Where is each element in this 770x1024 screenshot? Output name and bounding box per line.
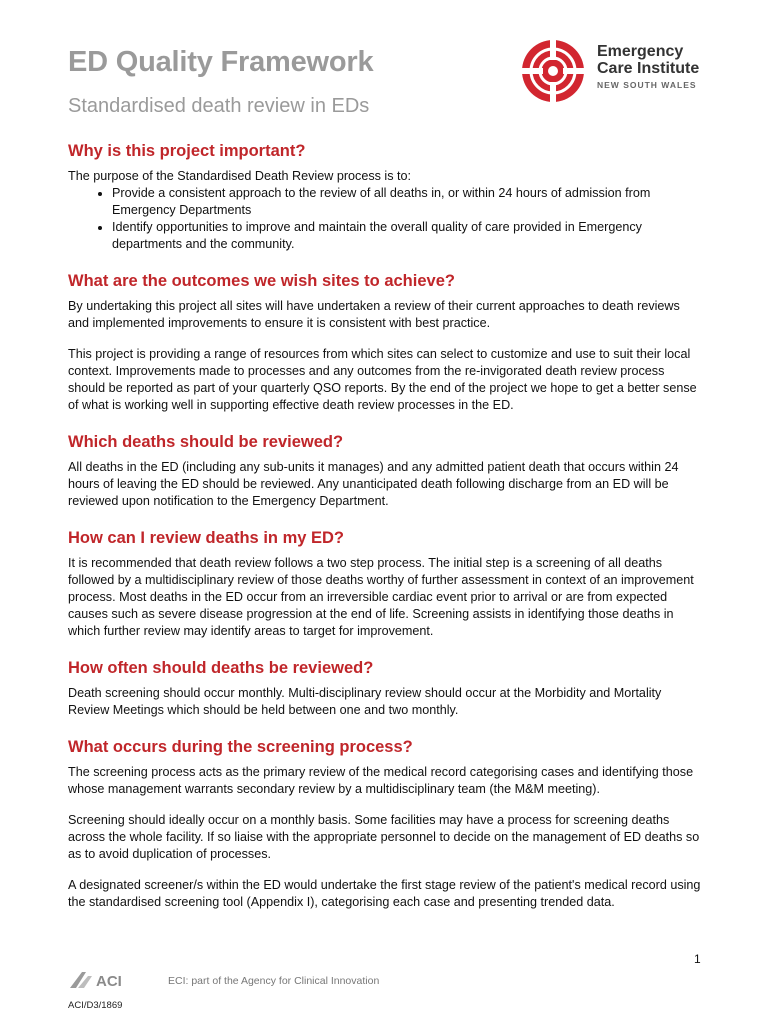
page-number: 1 <box>694 952 701 966</box>
footer-tagline: ECI: part of the Agency for Clinical Innovation <box>168 975 380 987</box>
bullet-item: • Provide a consistent approach to the review of all deaths in, or within 24 hours of admission from Emergency Departments <box>112 185 702 219</box>
paragraph: By undertaking this project all sites will have undertaken a review of their current approaches to death reviews and implemented improvements to ensure it is consistent with best practice. <box>68 299 680 330</box>
paragraph: A designated screener/s within the ED would undertake the first stage review of the patient's medical record using the standardised screening tool (Appendix I), categorising each case and presenting trended data. <box>68 878 701 909</box>
aci-label: ACI <box>96 973 122 990</box>
section-screening-process <box>68 736 702 911</box>
paragraph: It is recommended that death review follows a two step process. The initial step is a screening of all deaths followed by a multidisciplinary review of those deaths worthy of further assessment in context of an improvement process. Most deaths in the ED occur from an irreversible cardiac event prior to arrival or are from expected causes such as severe disease progression at the end of life. Screening assists in identifying those deaths in which further review may identify areas to target for improvement. <box>68 556 694 638</box>
logo-line-1: Emergency <box>597 43 684 60</box>
section-heading: What occurs during the screening process? <box>68 738 413 756</box>
paragraph: Death screening should occur monthly. Multi-disciplinary review should occur at the Morbidity and Mortality Review Meetings which should be held between one and two monthly. <box>68 686 662 717</box>
eci-logo <box>517 38 707 104</box>
section-how-review <box>68 527 702 640</box>
aci-logo-icon <box>68 970 163 990</box>
page-subtitle: Standardised death review in EDs <box>68 95 370 117</box>
section-heading: How often should deaths be reviewed? <box>68 659 374 677</box>
eci-logo-text <box>597 43 699 90</box>
paragraph: The screening process acts as the primary review of the medical record categorising cases and identifying those whose management warrants secondary review by a multidisciplinary team (the M&M meeting). <box>68 765 694 796</box>
document-reference: ACI/D3/1869 <box>68 1000 123 1011</box>
bullet-list <box>68 185 702 253</box>
paragraph: Screening should ideally occur on a monthly basis. Some facilities may have a process for screening deaths across the whole facility. If so liaise with the appropriate personnel to decide on the management of ED deaths so as to avoid duplication of processes. <box>68 813 700 861</box>
page-title: ED Quality Framework <box>68 46 374 78</box>
aci-logo <box>68 970 163 995</box>
paragraph: This project is providing a range of resources from which sites can select to customize and use to suit their local context. Improvements made to processes and any outcomes from the re-invigorated death review process should be reported as part of your quarterly QSO reports. By the end of the project we hope to get a better sense of what is working well in supporting effective death review processes in the ED. <box>68 347 697 412</box>
bullet-item: • Identify opportunities to improve and maintain the overall quality of care provided in Emergency departments and the community. <box>112 219 702 253</box>
section-heading: How can I review deaths in my ED? <box>68 529 344 547</box>
section-which-deaths <box>68 431 702 510</box>
logo-line-3: NEW SOUTH WALES <box>597 80 697 90</box>
section-outcomes <box>68 270 702 414</box>
logo-line-2: Care Institute <box>597 60 700 77</box>
section-heading: Which deaths should be reviewed? <box>68 433 344 451</box>
section-how-often <box>68 657 702 719</box>
paragraph: All deaths in the ED (including any sub-units it manages) and any admitted patient death that occurs within 24 hours of leaving the ED should be reviewed. Any unanticipated death following discharge from an ED will be reviewed upon notification to the Emergency Department. <box>68 460 679 508</box>
section-why-important <box>68 140 702 253</box>
section-heading: Why is this project important? <box>68 142 306 160</box>
eci-logo-icon <box>517 38 589 104</box>
document-body <box>68 140 702 911</box>
section-intro: The purpose of the Standardised Death Review process is to: <box>68 169 412 183</box>
section-heading: What are the outcomes we wish sites to achieve? <box>68 272 455 290</box>
